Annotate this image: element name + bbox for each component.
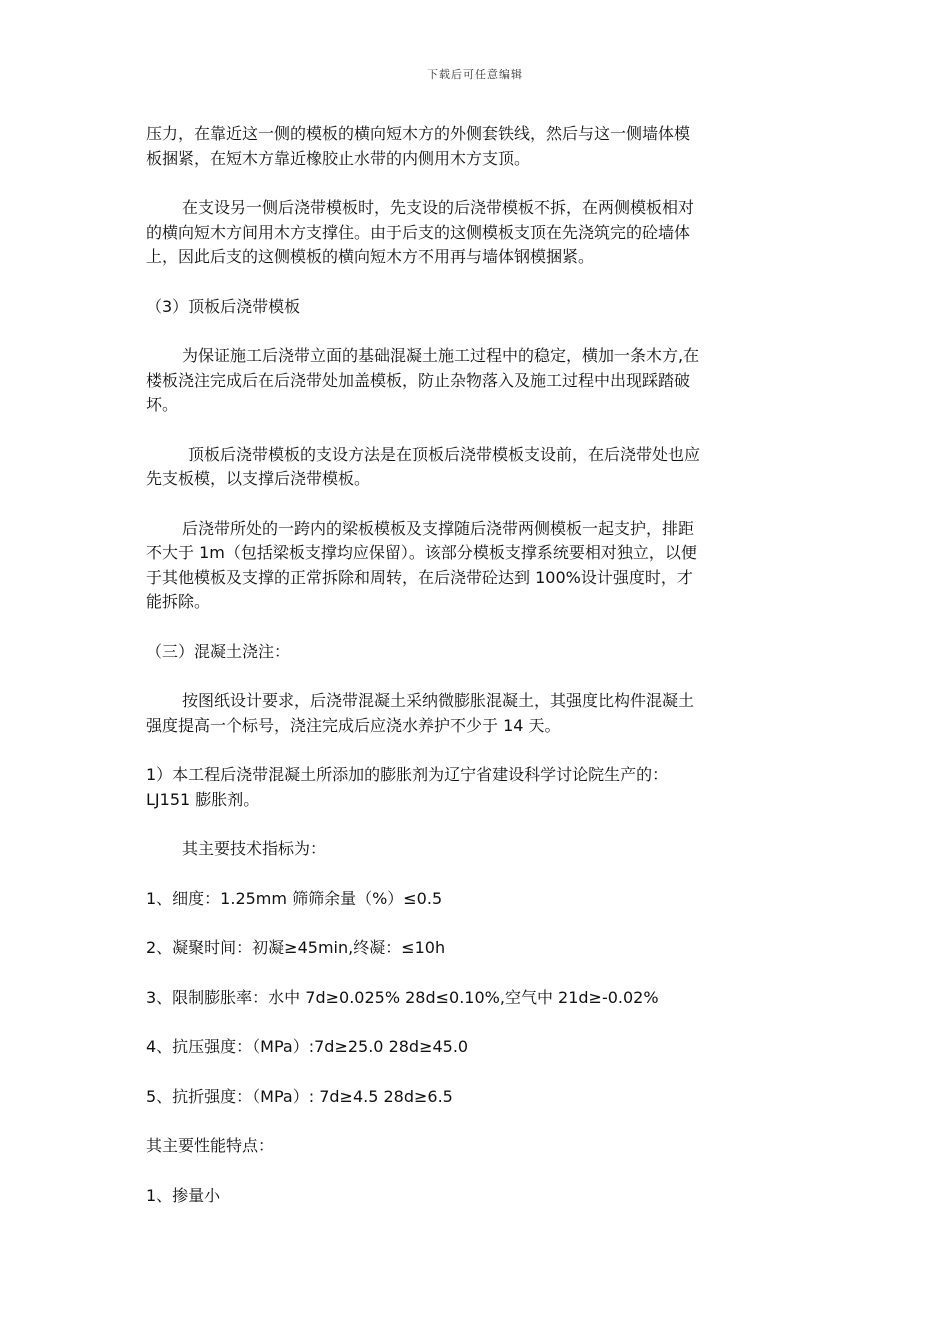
paragraph-line: 不大于 1m（包括梁板支撑均应保留）。该部分模板支撑系统要相对独立，以便 (146, 543, 697, 562)
page-header-note: 下载后可任意编辑 (427, 68, 523, 81)
paragraph-line: 其主要技术指标为： (182, 839, 327, 858)
paragraph (146, 1184, 812, 1209)
paragraph-line: 于其他模板及支撑的正常拆除和周转，在后浇带砼达到 100%设计强度时，才 (146, 567, 693, 587)
paragraph-line: 其主要性能特点： (146, 1136, 275, 1155)
document-body (146, 122, 812, 1233)
paragraph-line: LJ151 膨胀剂。 (146, 789, 260, 809)
paragraph-line: 板捆紧，在短木方靠近橡胶止水带的内侧用木方支顶。 (146, 148, 531, 168)
paragraph-line: 强度提高一个标号，浇注完成后应浇水养护不少于 14 天。 (146, 715, 561, 735)
paragraph-line: 的横向短木方间用木方支撑住。由于后支的这侧模板支顶在先浇筑完的砼墙体 (146, 222, 691, 242)
paragraph-line: 1）本工程后浇带混凝土所添加的膨胀剂为辽宁省建设科学讨论院生产的： (146, 765, 669, 784)
paragraph-line: 2、凝聚时间：初凝≥45min,终凝：≤10h (146, 938, 446, 957)
paragraph (146, 986, 812, 1011)
paragraph-line: 4、抗压强度：（MPa）:7d≥25.0 28d≥45.0 (146, 1037, 469, 1056)
paragraph (146, 1085, 812, 1110)
paragraph (146, 443, 812, 492)
paragraph (146, 517, 812, 615)
paragraph (146, 122, 812, 171)
paragraph-line: 坏。 (146, 395, 179, 414)
paragraph (146, 640, 812, 665)
paragraph-line: 后浇带所处的一跨内的梁板模板及支撑随后浇带两侧模板一起支护，排距 (182, 518, 695, 538)
paragraph-line: 先支板模，以支撑后浇带模板。 (146, 469, 371, 488)
paragraph-line: （三）混凝土浇注： (146, 641, 291, 661)
paragraph-line: 5、抗折强度：（MPa）: 7d≥4.5 28d≥6.5 (146, 1086, 453, 1106)
paragraph-line: 1、细度：1.25mm 筛筛余量（%）≤0.5 (146, 888, 443, 908)
paragraph (146, 295, 812, 320)
paragraph-line: 按图纸设计要求，后浇带混凝土采纳微膨胀混凝土，其强度比构件混凝土 (182, 691, 695, 710)
paragraph-line: 能拆除。 (146, 592, 211, 611)
paragraph-line: 上，因此后支的这侧模板的横向短木方不用再与墙体钢模捆紧。 (146, 247, 595, 266)
paragraph (146, 196, 812, 270)
paragraph (146, 1035, 812, 1060)
paragraph-line: 3、限制膨胀率：水中 7d≥0.025% 28d≤0.10%,空气中 21d≥-0.02% (146, 987, 659, 1007)
paragraph (146, 763, 812, 812)
paragraph (146, 837, 812, 862)
paragraph-line: 压力，在靠近这一侧的模板的横向短木方的外侧套铁线，然后与这一侧墙体模 (146, 124, 691, 143)
paragraph-line: 1、掺量小 (146, 1185, 221, 1205)
paragraph (146, 936, 812, 961)
paragraph (146, 689, 812, 738)
paragraph-line: （3）顶板后浇带模板 (146, 296, 301, 316)
paragraph-line: 楼板浇注完成后在后浇带处加盖模板，防止杂物落入及施工过程中出现踩踏破 (146, 370, 691, 390)
paragraph (146, 344, 812, 418)
paragraph (146, 1134, 812, 1159)
paragraph-line: 顶板后浇带模板的支设方法是在顶板后浇带模板支设前，在后浇带处也应 (188, 444, 701, 464)
paragraph-line: 在支设另一侧后浇带模板时，先支设的后浇带模板不拆，在两侧模板相对 (182, 198, 695, 217)
paragraph (146, 887, 812, 912)
paragraph-line: 为保证施工后浇带立面的基础混凝土施工过程中的稳定，横加一条木方,在 (182, 346, 700, 365)
